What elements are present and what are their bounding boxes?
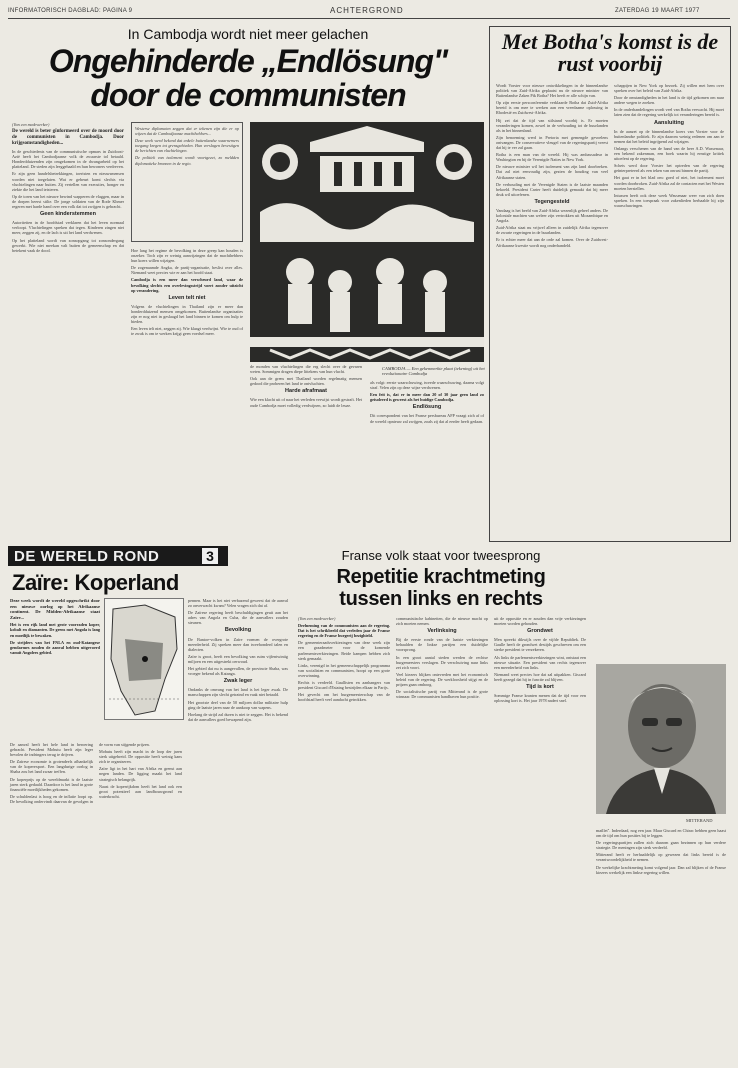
subheading: Bevolking: [224, 627, 252, 634]
article-headline: Repetitie krachtmeting: [336, 566, 546, 588]
page-header-section: ACHTERGROND: [330, 6, 404, 15]
article-column-3: de monden van vluchtelingen die erg slecht over de gevaren weten. Sommigen dragen diepe littekens van hun vlucht. Ook aan de grens met Thailand worden regelmatig mensen gedood die proberen het land te ontvluchten. Harde afrafmaat Wie een klacht uit of naar het verleden verwijst wordt gestraft. Het oude Cambodja moet volledig verdwijnen, zo luidt de leuze.: [250, 364, 362, 408]
article-column-2: Hoe lang het regime de bevolking in deze greep kan houden is onzeker. Toch zijn er weinig aanwijzingen dat de machthebbers hun koers willen wijzigen. De zogenaamde Angka, de partij-organisatie, beslist over alles. Niemand weet precies wie er aan het hoofd staat. Cambodja is een meer dan verscheurd land, waar de bevolking slechts een overlevingsstrijd voert zonder uitzicht op verandering. Leven telt niet Volgens de vluchtelingen in Thailand zijn er meer dan honderdduizend mensen omgekomen. Buitenlandse organisaties zijn er nog niet in geslaagd het land binnen te komen om hulp te bieden. Een leven telt niet, zeggen zij. Wie klaagt verdwijnt. Wie te oud of te zwak is om te werken krijgt geen voedsel meer.: [131, 248, 243, 337]
subheading: Verlinksing: [427, 628, 457, 635]
article-intro: De wereld is beter gïnformeerd over de moord door de communisten in Cambodja. Door krijgsomstandigheden...: [12, 129, 124, 147]
article-headline: Met Botha's komst is de rust voorbij: [501, 29, 719, 76]
article-intro: Deze week wordt de wereld opgeschrikt door een nieuwe oorlog op het Afrikaanse continent. De Midden-Afrikaanse staat Zaïre...: [10, 598, 100, 620]
byline: (Van een medewerker): [298, 616, 336, 621]
subheading: Grondwet: [527, 628, 553, 635]
series-banner: [8, 546, 228, 566]
article-cambodja: [10, 24, 486, 542]
series-number: 3: [202, 548, 218, 564]
subheading: Geen kinderstemmen: [40, 211, 96, 218]
article-headline-2: tussen links en rechts: [339, 588, 543, 610]
article-column-3: uit de oppositie en er zouden dan vrije verkiezingen moeten worden gehouden. Grondwet Men spreekt dikwijls over de vijfde Republiek. De Gaulle heeft de grondwet destijds geschreven om een sterke president te verzekeren. Als links de parlementsverkiezingen wint, ontstaat een nieuwe situatie. Een president van rechts tegenover een meerderheid van links. Niemand weet precies hoe dat zal uitpakken. Giscard heeft gezegd dat hij in functie zal blijven. Tijd is kort Sommige Franse kranten menen dat de tijd voor een oplossing kort is. Het jaar 1978 nadert snel.: [494, 616, 586, 704]
map-illustration: [104, 598, 184, 720]
article-zaire: [8, 546, 291, 1046]
article-column-2: communistische kabinetten, die de nieuwe macht op zich moeten nemen. Verlinksing Bij de eerste ronde van de laatste verkiezingen behaalden de linkse partijen een duidelijke voorsprong. In een groot aantal steden werden de rechtse burgemeesters verslagen. De verschuiving naar links zet zich voort. Veel kiezers blijken ontevreden met het economisch beleid van de regering. De werkloosheid stijgt en de prijzen gaan omhoog. De socialistische partij van Mitterand is de grote winnaar. De communisten handhaven hun positie.: [396, 616, 488, 700]
article-column-3: pennen. Maar is het niet verbazend geweest dat de aanval zo onverwacht kwam? Velen vragen zich dat af. De Zaïrese regering heeft beschuldigingen geuit aan het adres van Angola en Cuba, die de aanvallers zouden steunen. Bevolking De Bantoe-volken in Zaïre vormen de overgrote meerderheid. Zij spreken meer dan tweehonderd talen en dialecten. Zaïre is groot, heeft een bevolking van ruim vijfentwintig miljoen en een uitgestrekt oerwoud. Het gebied dat nu is aangevallen, de provincie Shaba, was vroeger bekend als Katanga. Zwak leger Ondanks de omvang van het land is het leger zwak. De manschappen zijn slecht getraind en vaak niet betaald. Het grootste deel van de 50 miljoen dollar militaire hulp ging de laatste jaren naar de aankoop van wapens. Hoelang de strijd zal duren is niet te zeggen. Het is bekend dat de aanvallers goed bewapend zijn.: [188, 598, 288, 722]
photo-caption: MITTERAND: [686, 818, 713, 823]
article-headline: Zaïre: Koperland: [12, 570, 179, 595]
series-title: DE WERELD ROND: [14, 548, 160, 565]
article-column: Wordt Vorster voor nieuwe ontwikkelingen in de binnenlandse politiek van Zuid-Afrika geplaatst nu de nieuwe minister van Buitenlandse Zaken Pik Botha? Het heeft er alle schijn van. Op zijn eerste persconferentie verklaarde Botha dat Zuid-Afrika bereid is om mee te werken aan een vreedzame oplossing in Rhodesië en Zuidwest-Afrika. Hij zei dat de tijd van stilstand voorbij is. Er moeten veranderingen komen, zowel in de verhouding tot de buurlanden als in het binnenland. Zijn benoeming werd in Pretoria met gemengde gevoelens ontvangen. De conservatieve vleugel van de regeringspartij vreest dat hij te ver zal gaan. Botha is een man van de wereld. Hij was ambassadeur in Washington en bij de Verenigde Naties in New York. De nieuwe minister wil het isolement van zijn land doorbreken. Dat zal niet eenvoudig zijn, gezien de houding van veel Afrikaanse staten. De verhouding met de Verenigde Staten is de laatste maanden bekoeld. President Carter heeft duidelijk gemaakt dat hij meer druk wil uitoefenen. Tegengesteld Vandaag is het beeld van Zuid-Afrika wezenlijk geheel anders. De koloniale machten van weleer zijn vertrokken uit Mozambique en Angola. Zuid-Afrika staat nu vrijwel alleen in zuidelijk Afrika tegenover de zwarte regeringen in de buurlanden. Er is echter meer dat aan de orde zal komen. Over de Zuidwest-Afrikaanse kwestie wordt nog onderhandeld.: [496, 83, 608, 248]
subheading: Leven telt niet: [168, 294, 206, 301]
article-botha: [489, 26, 731, 542]
subheading: Harde afrafmaat: [285, 388, 327, 395]
article-column-2: De aanval heeft het hele land in beroering gebracht. President Mobutu heeft zijn leger bevolen de indringers terug te drijven. De Zaïrese economie is grotendeels afhankelijk van de koperexport. Een langdurige oorlog in Shaba zou het land zwaar treffen. De koperprijs op de wereldmarkt is de laatste jaren sterk gedaald. Daardoor is het land in grote financiële moeilijkheden gekomen. De schuldenlast is hoog en de inflatie loopt op. De bevolking ondervindt daarvan de gevolgen in de vorm van stijgende prijzen. Mobutu heeft zijn macht in de loop der jaren sterk uitgebreid. De oppositie heeft weinig kans zich te organiseren. Zaïre ligt in het hart van Afrika en grenst aan negen landen. De ligging maakt het land strategisch belangrijk. Naast de koperrijkdom heeft het land ook een groot potentieel aan landbouwgrond en waterkracht.: [10, 742, 182, 804]
article-column: Deze week wordt de wereld opgeschrikt door een nieuwe oorlog op het Afrikaanse continent. De Midden-Afrikaanse staat Zaïre... Het is een rijk land met grote voorraden koper, kobalt en diamanten. De grens met Angola is lang en moeilijk te bewaken. De strijders van het FNLA en oud-Katangese gendarmes zouden de aanval hebben uitgevoerd vanuit Angolees gebied.: [10, 598, 100, 655]
portrait-photo: [596, 664, 726, 814]
info-box-text: Westerse diplomaten zeggen dat er tekenen zijn die er op wijzen dat de Cambodjaanse machthebbers... Deze week werd bekend dat enkele buitenlandse waarnemers toegang kregen tot grensgebieden. Hun verslagen bevestigen de berichten van vluchtelingen. De politiek van isolement wordt voortgezet, zo meldden diplomatieke bronnen in de regio.: [135, 126, 239, 166]
article-column-4: als volgt: eerste waarschuwing, tweede waarschuwing, daarna volgt straf. Velen zijn op deze wijze verdwenen. Een feit is, dat er in meer dan 20 of 30 jaar geen land zo geïsoleerd is geweest als het huidige Cambodja. Endlösung Dit correspondent van het Franse persbureau AFP vraagt zich af of de wereld opnieuw zal zwijgen, zoals zij dat al eerder heeft gedaan.: [370, 380, 484, 424]
subheading: Endlösung: [412, 404, 442, 411]
byline: (Van een medewerker): [12, 122, 50, 127]
header-rule: [8, 18, 730, 19]
article-kicker: In Cambodja wordt niet meer gelachen: [127, 26, 369, 42]
article-column-4: maillet". Inderdaad, nog een jaar. Maar Giscard en Chirac hebben geen haast om de tijd om hun posities bij te leggen. De regeringspartijen zullen zich daarom gaan bezinnen op hun verdere strategie. De meningen zijn sterk verdeeld. Mitterand heeft er herhaaldelijk op gewezen dat links bereid is de verantwoordelijkheid te nemen. De werkelijke krachtmeting komt volgend jaar. Dan zal blijken of de Franse kiezers werkelijk een linkse regering willen.: [596, 828, 726, 875]
image-caption: CAMBODJA — Een gekenmerkte plaat (tekening) uit het revolutionaire Cambodja: [382, 366, 485, 376]
info-box: [131, 122, 243, 242]
subheading: Aansluiting: [654, 119, 684, 126]
subheading: Tegengesteld: [534, 198, 570, 205]
article-column-2: schappijen in New York op bezoek. Zij willen met hem over spreken over het beleid van Zuid-Afrika. Door de omstandigheden in het land is de tijd gekomen om naar andere wegen te zoeken. In de onderhandelingen wordt veel van Botha verwacht. Hij moet laten zien dat de regering werkelijk tot veranderingen bereid is. Aansluiting In de aanzet op de binnenlandse koers van Vorster voor de buitenlandse politiek. Er zijn daarom weinig redenen om aan te nemen dat het beleid ingrijpend zal wijzigen. Onlangs verschenen van de hand van de heer A.D. Wassenaar, een bekend zakenman, een boek waarin hij ernstige kritiek uitoefent op de regering. Schets werd door Vorster het optreden van de regering geïnterpreteerd als een teken van onrust binnen de partij. Het gaat er in het blad om: goed of niet, het isolement moet worden doorbroken. Zuid-Afrika zal de contacten met het Westen moeten herstellen. Intussen heeft ook deze week Wassenaar weer van zich doen spreken. In een toespraak voor zakenlieden herhaalde hij zijn waarschuwingen.: [614, 83, 724, 208]
article-frankrijk: [296, 546, 730, 1046]
subheading: Zwak leger: [223, 678, 253, 685]
article-kicker: Franse volk staat voor tweesprong: [341, 548, 541, 563]
page-header-left: INFORMATORISCH DAGBLAD: PAGINA 9: [8, 8, 133, 14]
article-headline: Ongehinderde „Endlösung": [48, 43, 448, 79]
woodcut-illustration: [250, 122, 484, 362]
article-column: (Van een medewerker) De wereld is beter gïnformeerd over de moord door de communisten in Cambodja. Door krijgsomstandigheden... In de geschiedenis van de communistische opmars in Zuidoost-Azië heeft het Cambodjaanse volk de zwaarste tol betaald. Honderdduizenden zijn omgekomen in de dwangarbeid op het platteland. De steden zijn leeggehaald en hun bewoners verdreven. Er zijn geen handelsbetrekkingen, toeristen en nieuwsmensen worden niet toegelaten. Wat er gebeurt komt slechts via vluchtelingen naar buiten. Zij vertellen van executies, honger en ziekte die het land teisteren. Op de toren van het nieuwe bewind wapperen de vlaggen, maar in de dorpen heerst stilte. De jonge soldaten van de Rode Khmer regeren met harde hand over een volk dat tot zwijgen is gebracht. Geen kinderstemmen Autoriteiten in de hoofdstad verklaren dat het leven normaal verloopt. Vluchtelingen spreken dat tegen. Kinderen zingen niet meer, zeggen zij, en de lach is uit het land verdwenen. Op het platteland wordt van zonsopgang tot zonsondergang gewerkt. Wie niet meekan valt buiten de gemeenschap en dat betekent vaak de dood.: [12, 122, 124, 253]
article-column: (Van een medewerker) Deelneming van de communisten aan de regering. Dat is het schrikbeeld dat verleden jaar de Franse regering en de Franse burgerij bezighield. De gemeenteraadsverkiezingen van deze week zijn een graadmeter voor de komende parlementsverkiezingen. Beide kampen hebben zich sterk gemaakt. Links, verenigd in het gemeenschappelijk programma van socialisten en communisten, hoopt op een grote overwinning. Rechts is verdeeld. Gaullisten en aanhangers van president Giscard d'Estaing bestrijden elkaar in Parijs. Het gevecht om het burgemeesterschap van de hoofdstad heeft veel aandacht getrokken.: [298, 616, 390, 703]
article-headline-2: door de communisten: [90, 77, 406, 113]
subheading: Tijd is kort: [526, 684, 554, 691]
page-header-date: ZATERDAG 19 MAART 1977: [615, 8, 700, 14]
